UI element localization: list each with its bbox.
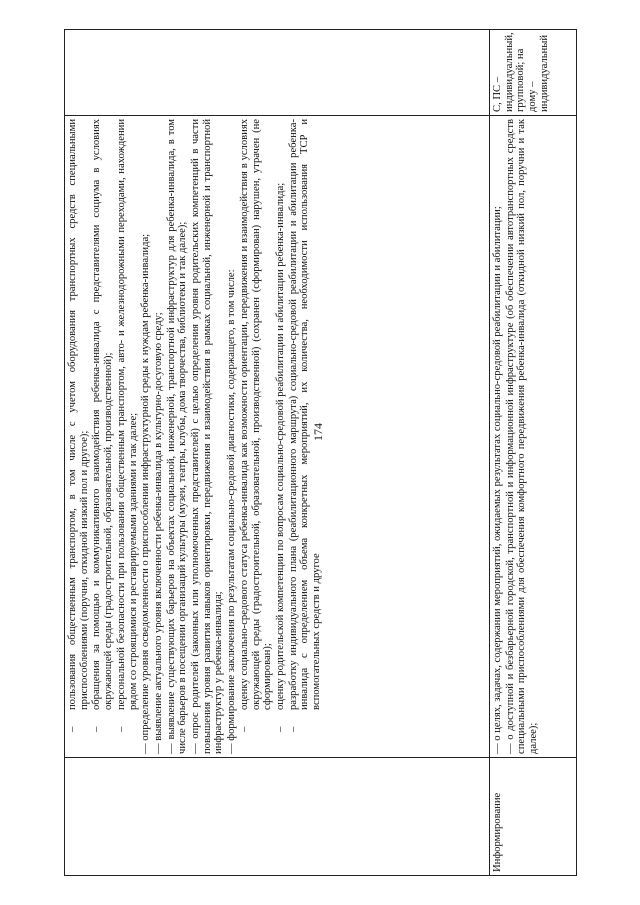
page-number: 174 bbox=[311, 423, 325, 441]
list-item: – оценку родительской компетенции по вопросам социально-средовой реабилитации и абилитации ребенка-инвалида; bbox=[274, 182, 286, 732]
list-item: — выявление существующих барьеров на объектах социальной, инженерной, транспортной инфраструктур для ребенка-инвалида, в том числе барьеров в посещении организаций культуры (музеи, театры, клубы, дома творчества, библиотеки и так далее); bbox=[165, 119, 189, 754]
service-content-cell bbox=[65, 116, 490, 758]
service-name-cell bbox=[65, 758, 490, 876]
list-item: – оценку социально-средового статуса ребенка-инвалида как возможности ориентации, передвижения и взаимодействия в условиях окружающей среды (градостроительной, образовательной, производственной) (сохранен (сформирован) нарушен, утрачен (не сформирован); bbox=[238, 119, 274, 732]
service-content-cell bbox=[490, 116, 577, 758]
list-item: – разработку индивидуального плана (реабилитационного маршрута) социально-средовой реабилитации и абилитации ребенка-инвалида с определением объема конкретных мероприятий, их количества, необходимости использования ТСР и вспомогательных средств и другое bbox=[287, 119, 323, 732]
services-table bbox=[64, 29, 577, 876]
table-row bbox=[490, 30, 577, 876]
list-item: – пользования общественным транспортом, в том числе с учетом оборудования транспортных средств специальными приспособлениями (поручни, откидной низкий пол и другое); bbox=[67, 119, 90, 732]
list-item: — выявление актуального уровня включенности ребенка-инвалида в культурно-досуговую среду; bbox=[152, 312, 164, 754]
list-item: — формирование заключения по результатам социально-средовой диагностики, содержащего, в том числе: bbox=[226, 269, 238, 754]
list-item: — о целях, задачах, содержании мероприятий, ожидаемых результатах социально-средовой реабилитации и абилитации; bbox=[492, 206, 503, 754]
rotated-table-container bbox=[64, 30, 577, 876]
service-form-cell: С, ПС – индивидуальный, групповой; на дому – индивидуальный bbox=[490, 30, 577, 116]
list-item: – обращения за помощью и коммуникативного взаимодействия ребенка-инвалида с представителями социума в условиях окружающей среды (градостроительной, образовательной, производственной); bbox=[91, 119, 115, 732]
service-name-cell: Информирование bbox=[490, 758, 577, 876]
list-item: — определение уровня осведомленности о приспособлении инфраструктурной среды к нуждам ребенка-инвалида; bbox=[140, 233, 152, 754]
list-item: — о доступной и безбарьерной городской, транспортной и информационной инфраструктуре (об обеспечении автотранспортных средств специальными приспособлениями для обеспечения комфортного передвижения ребенка-инвалида (откидной низкий пол, поручни и так далее); bbox=[504, 119, 540, 754]
list-item: — опрос родителей (законных или уполномоченных представителей) с целью определения уровня родительских компетенций в части повышения уровня развития навыков ориентировки, передвижения и взаимодействия в рамках социальной, инженерной и транспортной инфраструктур у ребенка-инвалида; bbox=[190, 119, 225, 754]
service-form-cell bbox=[65, 30, 490, 116]
table-row bbox=[65, 30, 490, 876]
list-item: – персональной безопасности при пользовании общественным транспортом, авто- и железнодорожными переходами, нахождении рядом со строящимися и реставрируемыми зданиями и так далее; bbox=[115, 119, 139, 732]
